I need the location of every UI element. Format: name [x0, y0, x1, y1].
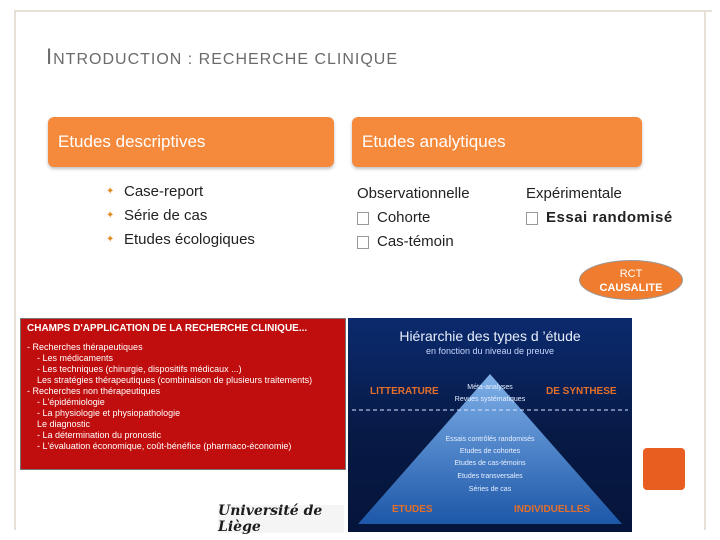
rct-label: RCT: [619, 268, 643, 280]
checkbox-bullet-icon: [357, 212, 369, 225]
list-item: [526, 206, 673, 230]
applications-line: - L'évaluation économique, coût-bénéfice (pharmaco-économie): [37, 441, 292, 451]
applications-line: - L'épidémiologie: [37, 397, 105, 407]
evidence-pyramid-panel: [348, 318, 632, 532]
pyramid-left-top-label: LITTERATURE: [370, 386, 439, 397]
applications-line: - Les techniques (chirurgie, dispositifs médicaux ...): [37, 364, 242, 374]
star-bullet-icon: ✦: [106, 210, 115, 221]
experimental-column: [526, 182, 673, 230]
pyramid-level: Séries de cas: [468, 486, 512, 493]
applications-line: Le diagnostic: [37, 419, 91, 429]
rct-causality-badge: [579, 260, 683, 300]
list-item: [106, 180, 255, 204]
pyramid-bottom-left-label: ETUDES: [392, 504, 433, 515]
slide-title: [46, 44, 398, 70]
applications-panel: [20, 318, 346, 470]
pyramid-bottom-right-label: INDIVIDUELLES: [514, 504, 591, 515]
header-descriptive: [48, 117, 334, 167]
title-rest: NTRODUCTION : RECHERCHE CLINIQUE: [53, 51, 399, 68]
pyramid-level: Revues systématiques: [454, 396, 526, 403]
applications-line: Les stratégies thérapeutiques (combinaison de plusieurs traitements): [37, 375, 313, 385]
applications-line: - Recherches thérapeutiques: [27, 342, 143, 352]
observational-heading: Observationnelle: [357, 185, 470, 202]
pyramid-level: Etudes de cas-témoins: [454, 460, 526, 467]
applications-line: - Les médicaments: [37, 353, 114, 363]
header-analytical: [352, 117, 642, 167]
frame-line-right: [704, 10, 706, 530]
star-bullet-icon: ✦: [106, 186, 115, 197]
pyramid-right-top-label: DE SYNTHESE: [546, 386, 617, 397]
list-item: [357, 230, 470, 254]
pyramid-level: Etudes transversales: [457, 473, 523, 480]
frame-line-left: [14, 10, 16, 530]
pyramid-title: Hiérarchie des types d ’étude: [399, 328, 581, 344]
list-item-label: Etudes écologiques: [124, 231, 255, 248]
pyramid-level: Essais contrôlés randomisés: [445, 436, 535, 443]
checkbox-bullet-icon: [357, 236, 369, 249]
university-logo: [218, 505, 344, 533]
list-item-label: Case-report: [124, 183, 204, 200]
header-analytical-label: Etudes analytiques: [362, 132, 506, 151]
list-item-label: Cas-témoin: [377, 233, 454, 250]
causality-label: CAUSALITE: [599, 282, 663, 294]
checkbox-bullet-icon: [526, 212, 538, 225]
logo-text: Université de Liège: [218, 503, 323, 535]
list-item-label: Essai randomisé: [546, 209, 673, 226]
decorative-corner-square: [643, 448, 685, 490]
applications-title: CHAMPS D'APPLICATION DE LA RECHERCHE CLINIQUE...: [27, 323, 308, 334]
pyramid-subtitle: en fonction du niveau de preuve: [425, 346, 555, 356]
descriptive-list: [106, 180, 255, 252]
header-descriptive-label: Etudes descriptives: [58, 132, 206, 151]
applications-line: - La physiologie et physiopathologie: [37, 408, 181, 418]
applications-line: - Recherches non thérapeutiques: [27, 386, 161, 396]
list-item: [357, 206, 470, 230]
observational-column: [357, 182, 470, 254]
pyramid-level: Etudes de cohortes: [459, 448, 521, 455]
list-item-label: Cohorte: [377, 209, 431, 226]
frame-line-top: [14, 10, 712, 12]
title-initial: I: [46, 44, 54, 69]
applications-line: - La détermination du pronostic: [37, 430, 162, 440]
list-item-label: Série de cas: [124, 207, 208, 224]
experimental-heading: Expérimentale: [526, 185, 622, 202]
list-item: [106, 204, 255, 228]
list-item: [106, 228, 255, 252]
star-bullet-icon: ✦: [106, 234, 115, 245]
pyramid-level: Méta-analyses: [467, 384, 513, 391]
